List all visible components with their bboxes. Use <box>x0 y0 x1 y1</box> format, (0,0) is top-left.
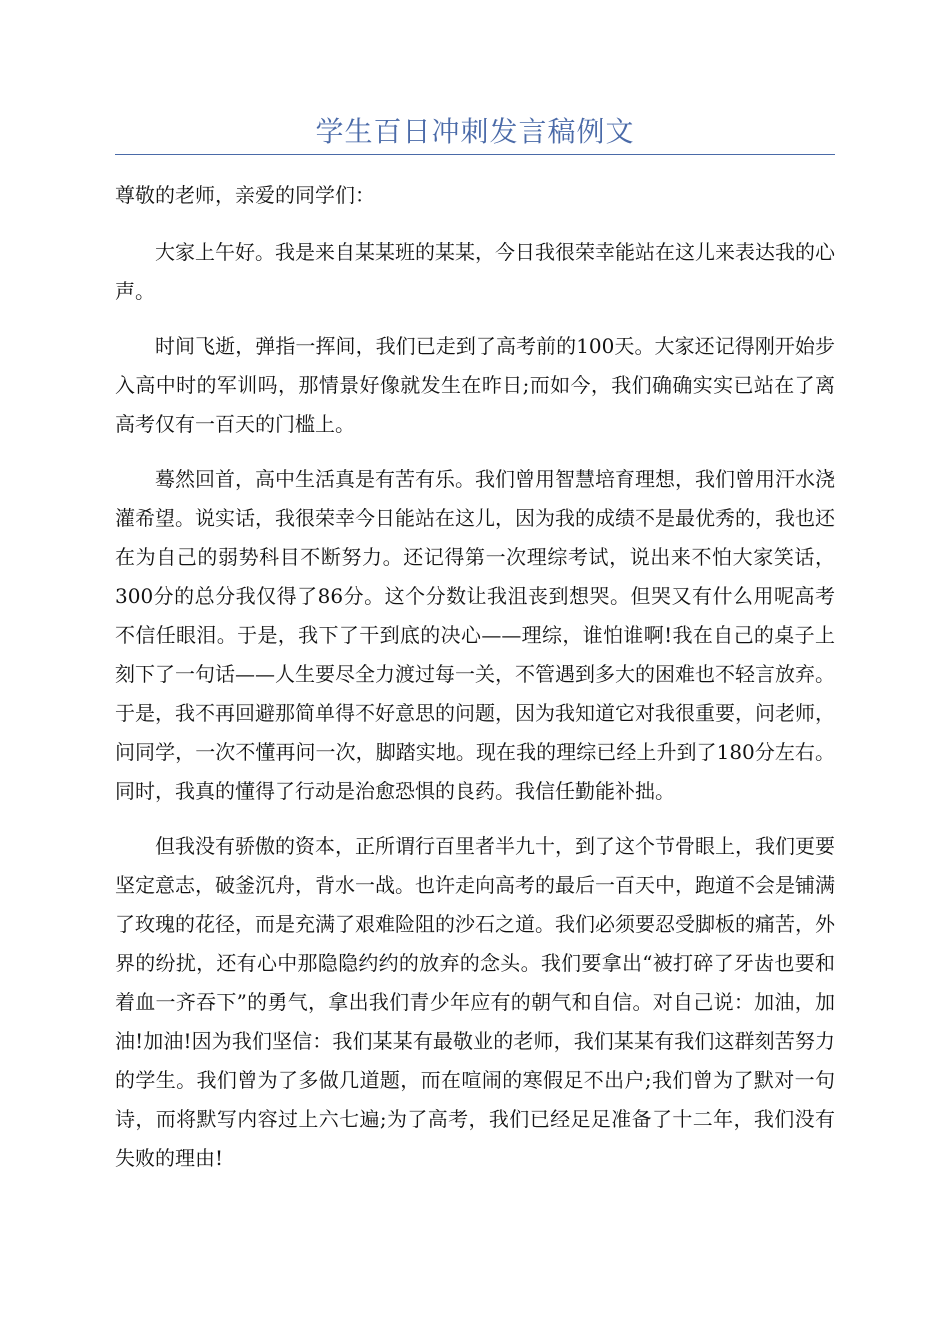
paragraph-4: 但我没有骄傲的资本，正所谓行百里者半九十，到了这个节骨眼上，我们更要坚定意志，破釜沉舟，背水一战。也许走向高考的最后一百天中，跑道不会是铺满了玫瑰的花径，而是充满了艰难险阻的沙石之道。我们必须要忍受脚板的痛苦，外界的纷扰，还有心中那隐隐约约的放弃的念头。我们要拿出“被打碎了牙齿也要和着血一齐吞下”的勇气，拿出我们青少年应有的朝气和自信。对自己说：加油，加油!加油!因为我们坚信：我们某某有最敬业的老师，我们某某有我们这群刻苦努力的学生。我们曾为了多做几道题，而在喧闹的寒假足不出户;我们曾为了默对一句诗，而将默写内容过上六七遍;为了高考，我们已经足足准备了十二年，我们没有失败的理由! <box>115 834 835 1170</box>
paragraph-2: 时间飞逝，弹指一挥间，我们已走到了高考前的100天。大家还记得刚开始步入高中时的军训吗，那情景好像就发生在昨日;而如今，我们确确实实已站在了离高考仅有一百天的门槛上。 <box>115 334 835 436</box>
title-underline <box>115 154 835 155</box>
document-body <box>115 176 835 1194</box>
document-title: 学生百日冲刺发言稿例文 <box>315 115 635 148</box>
paragraph-1: 大家上午好。我是来自某某班的某某，今日我很荣幸能站在这儿来表达我的心声。 <box>115 240 835 303</box>
paragraph-3: 蓦然回首，高中生活真是有苦有乐。我们曾用智慧培育理想，我们曾用汗水浇灌希望。说实话，我很荣幸今日能站在这儿，因为我的成绩不是最优秀的，我也还在为自己的弱势科目不断努力。还记得第一次理综考试，说出来不怕大家笑话，300分的总分我仅得了86分。这个分数让我沮丧到想哭。但哭又有什么用呢高考不信任眼泪。于是，我下了干到底的决心——理综，谁怕谁啊!我在自己的桌子上刻下了一句话——人生要尽全力渡过每一关，不管遇到多大的困难也不轻言放弃。于是，我不再回避那简单得不好意思的问题，因为我知道它对我很重要，问老师，问同学，一次不懂再问一次，脚踏实地。现在我的理综已经上升到了180分左右。同时，我真的懂得了行动是治愈恐惧的良药。我信任勤能补拙。 <box>115 467 835 803</box>
salutation: 尊敬的老师，亲爱的同学们： <box>115 183 375 207</box>
